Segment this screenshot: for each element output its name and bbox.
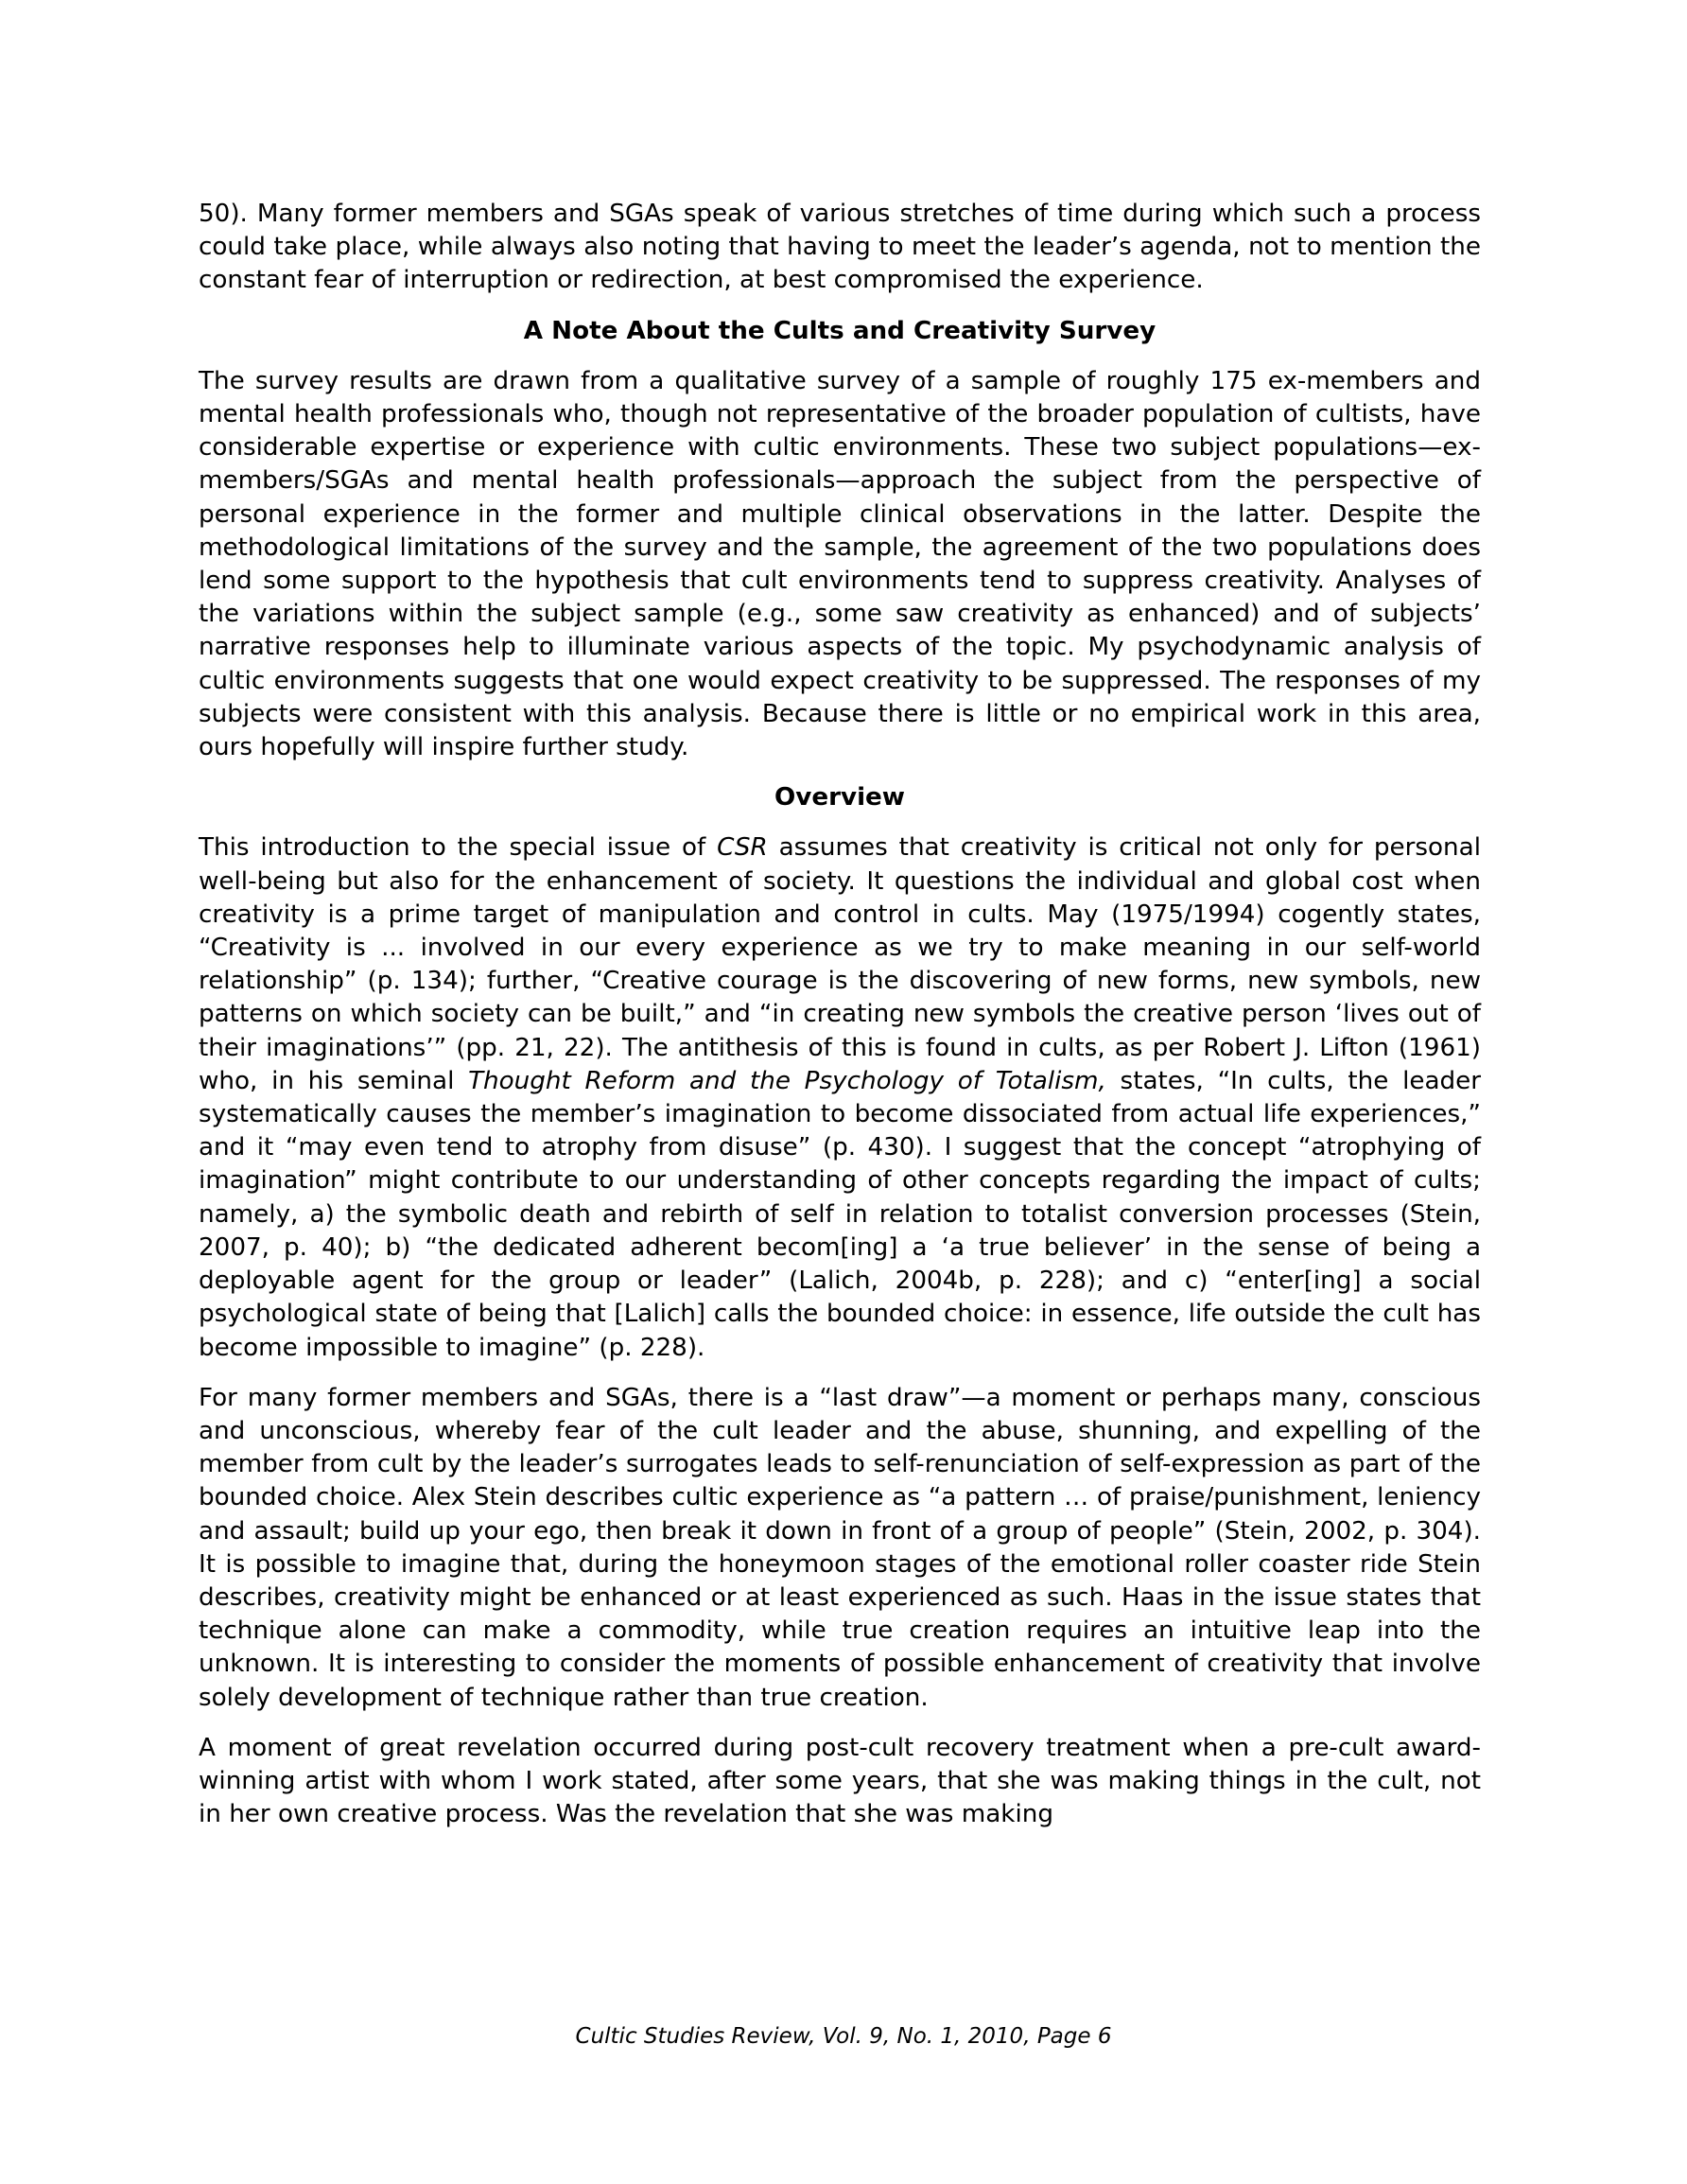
section-heading-survey-note: A Note About the Cults and Creativity Survey — [523, 316, 1157, 345]
section-heading-overview: Overview — [774, 783, 905, 812]
paragraph-overview — [199, 831, 1481, 1364]
text-run: assumes that creativity is critical not only for personal well-being but also for the enhancement of society. It questions the individual and global cost when creativity is a prime target of manipulation and control in cults. May (1975/1994) cogently states, “Creativity is ... involved in our every experience as we try to make meaning in our self-world relationship” (p. 134); further, “Creative courage is the discovering of new forms, new symbols, new patterns on which society can be built,” and “in creating new symbols the creative person ‘lives out of their imaginations’” (pp. 21, 22). The antithesis of this is found in cults, as per Robert J. Lifton (1961) who, in his seminal — [199, 833, 1481, 1095]
paragraph-continuation: 50). Many former members and SGAs speak of various stretches of time during which such a process could take place, while always also noting that having to meet the leader’s agenda, not to mention the constant fear of interruption or redirection, at best compromised the experience. — [199, 200, 1481, 295]
paragraph-revelation: A moment of great revelation occurred during post-cult recovery treatment when a pre-cult award-winning artist with whom I work stated, after some years, that she was making things in the cult, not in her own creative process. Was the revelation that she was making — [199, 1733, 1481, 1829]
journal-abbrev-italic: CSR — [717, 833, 768, 863]
paragraph-survey: The survey results are drawn from a qualitative survey of a sample of roughly 175 ex-members and mental health professionals who, though not representative of the broader population of cultists, have considerable expertise or experience with cultic environments. These two subject populations—ex-members/SGAs and mental health professionals—approach the subject from the perspective of personal experience in the former and multiple clinical observations in the latter. Despite the methodological limitations of the survey and the sample, the agreement of the two populations does lend some support to the hypothesis that cult environments tend to suppress creativity. Analyses of the variations within the subject sample (e.g., some saw creativity as enhanced) and of subjects’ narrative responses help to illuminate various aspects of the topic. My psychodynamic analysis of cultic environments suggests that one would expect creativity to be suppressed. The responses of my subjects were consistent with this analysis. Because there is little or no empirical work in this area, ours hopefully will inspire further study. — [199, 366, 1481, 762]
paragraph-last-draw: For many former members and SGAs, there is a “last draw”—a moment or perhaps many, conscious and unconscious, whereby fear of the cult leader and the abuse, shunning, and expelling of the member from cult by the leader’s surrogates leads to self-renunciation of self-expression as part of the bounded choice. Alex Stein describes cultic experience as “a pattern … of praise/punishment, leniency and assault; build up your ego, then break it down in front of a group of people” (Stein, 2002, p. 304). It is possible to imagine that, during the honeymoon stages of the emotional roller coaster ride Stein describes, creativity might be enhanced or at least experienced as such. Haas in the issue states that technique alone can make a commodity, while true creation requires an intuitive leap into the unknown. It is interesting to consider the moments of possible enhancement of creativity that involve solely development of technique rather than true creation. — [199, 1383, 1481, 1712]
text-run: This introduction to the special issue of — [199, 833, 718, 863]
book-title-italic: Thought Reform and the Psychology of Totalism, — [468, 1066, 1106, 1095]
document-page — [199, 198, 1481, 1831]
page-footer: Cultic Studies Review, Vol. 9, No. 1, 2010, Page 6 — [575, 2024, 1112, 2049]
text-run: states, “In cults, the leader systematically causes the member’s imagination to become dissociated from actual life experiences,” and it “may even tend to atrophy from disuse” (p. 430). I suggest that the concept “atrophying of imagination” might contribute to our understanding of other concepts regarding the impact of cults; namely, a) the symbolic death and rebirth of self in relation to totalist conversion processes (Stein, 2007, p. 40); b) “the dedicated adherent becom[ing] a ‘a true believer’ in the sense of being a deployable agent for the group or leader” (Lalich, 2004b, p. 228); and c) “enter[ing] a social psychological state of being that [Lalich] calls the bounded choice: in essence, life outside the cult has become impossible to imagine” (p. 228). — [199, 1066, 1482, 1362]
